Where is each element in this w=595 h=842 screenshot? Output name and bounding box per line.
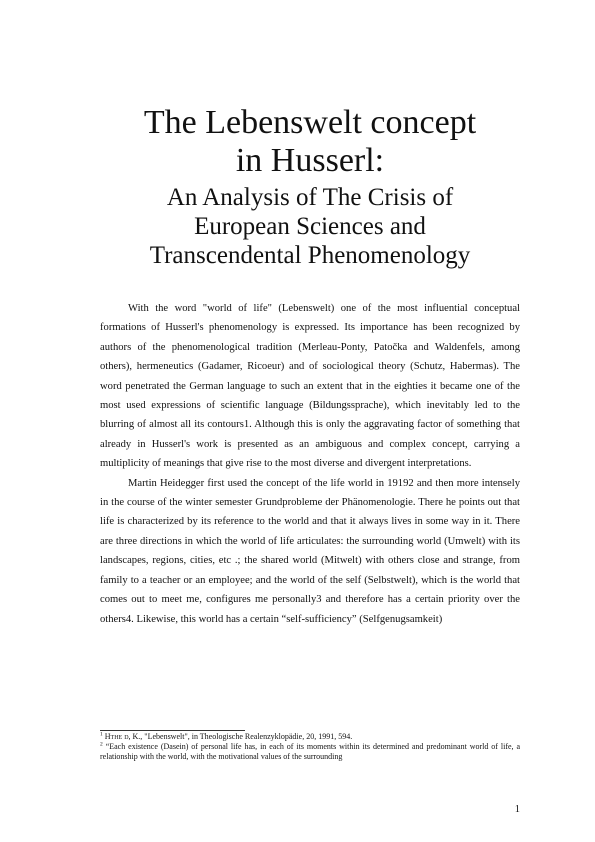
footnote-2	[100, 742, 520, 762]
footnote-marker: 1	[100, 731, 103, 738]
title-block	[60, 104, 560, 270]
footnotes	[100, 732, 520, 762]
subtitle-line-2: European Sciences and	[194, 213, 426, 240]
title-line-1: The Lebenswelt concept	[143, 104, 477, 141]
footnote-author: Hthe d	[104, 732, 129, 741]
footnote-1	[100, 732, 520, 742]
footnote-marker: 2	[100, 741, 103, 748]
subtitle-line-3: Transcendental Phenomenology	[149, 242, 471, 269]
body-text	[100, 299, 520, 629]
paragraph: With the word "world of life" (Lebenswelt) one of the most influential conceptual formations of Husserl's phenomenology is expressed. Its importance has been recognized by authors of the phenomenological tradition (Merleau-Ponty, Patočka and Waldenfels, among others), hermeneutics (Gadamer, Ricoeur) and of sociological theory (Schutz, Habermas). The word penetrated the German language to such an extent that in the eighties it became one of the most used expressions of scientific language (Bildungssprache), which inevitably led to the blurring of almost all its contours1. Although this is only the aggravating factor of something that already in Husserl's work is presented as an ambiguous and complex concept, carrying a multiplicity of meanings that give rise to the most diverse and divergent interpretations.	[100, 303, 520, 470]
footnote-separator	[100, 730, 245, 731]
subtitle-line-1: An Analysis of The Crisis of	[166, 184, 454, 211]
page-number: 1	[514, 804, 520, 815]
footnote-text: , K., "Lebenswelt", in Theologische Realenzyklopädie, 20, 1991, 594.	[128, 732, 353, 741]
paragraph: Martin Heidegger first used the concept of the life world in 19192 and then more intensely in the course of the winter semester Grundprobleme der Phänomenologie. There he points out that life is characterized by its reference to the world and that it always lives in some way in it. There are three directions in which the world of life articulates: the surrounding world (Umwelt) with its landscapes, regions, cities, etc .; the shared world (Mitwelt) with others close and strange, from family to a teacher or an employee; and the world of the self (Selbstwelt), which is the world that comes out to meet me, configures me personally3 and therefore has a certain priority over the others4. Likewise, this world has a certain “self-sufficiency” (Selfgenugsamkeit)	[100, 477, 520, 625]
footnote-text: “Each existence (Dasein) of personal life has, in each of its moments within its determined and predominant world of life, a relationship with the world, with the motivational values of the surrounding	[100, 742, 521, 761]
title-line-2: in Husserl:	[235, 142, 385, 179]
